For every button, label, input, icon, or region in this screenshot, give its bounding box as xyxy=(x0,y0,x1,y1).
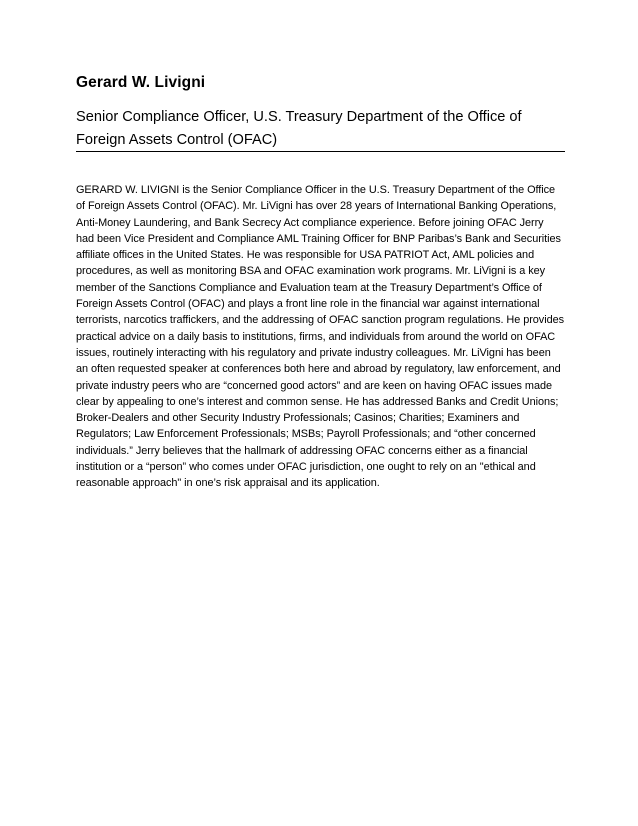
person-title: Senior Compliance Officer, U.S. Treasury Department of the Office of Foreign Assets Control (OFAC) xyxy=(76,109,522,148)
person-name: Gerard W. Livigni xyxy=(76,74,206,91)
title-divider xyxy=(76,151,565,152)
biography-paragraph: GERARD W. LIVIGNI is the Senior Compliance Officer in the U.S. Treasury Department of the Office of Foreign Assets Control (OFAC). Mr. LiVigni has over 28 years of International Banking Operations, Anti-Money Laundering, and Bank Secrecy Act compliance experience. Before joining OFAC Jerry had been Vice President and Compliance AML Training Officer for BNP Paribas’s Bank and Securities affiliate offices in the United States. He was responsible for USA PATRIOT Act, AML policies and procedures, as well as monitoring BSA and OFAC examination work programs. Mr. LiVigni is a key member of the Sanctions Compliance and Evaluation team at the Treasury Department’s Office of Foreign Assets Control (OFAC) and plays a front line role in the financial war against international terrorists, narcotics traffickers, and the addressing of OFAC sanction program regulations. He provides practical advice on a daily basis to institutions, firms, and individuals from around the world on OFAC issues, routinely interacting with his regulatory and private industry colleagues. Mr. LiVigni has been an often requested speaker at conferences both here and abroad by regulatory, law enforcement, and private industry peers who are “concerned good actors” and are keen on having OFAC issues made clear by appealing to one’s interest and common sense. He has addressed Banks and Credit Unions; Broker-Dealers and other Security Industry Professionals; Casinos; Charities; Examiners and Regulators; Law Enforcement Professionals; MSBs; Payroll Professionals; and “other concerned individuals.” Jerry believes that the hallmark of addressing OFAC concerns either as a financial institution or a “person” who comes under OFAC jurisdiction, one ought to rely on an "ethical and reasonable approach" in one’s risk appraisal and its application. xyxy=(76,184,564,490)
